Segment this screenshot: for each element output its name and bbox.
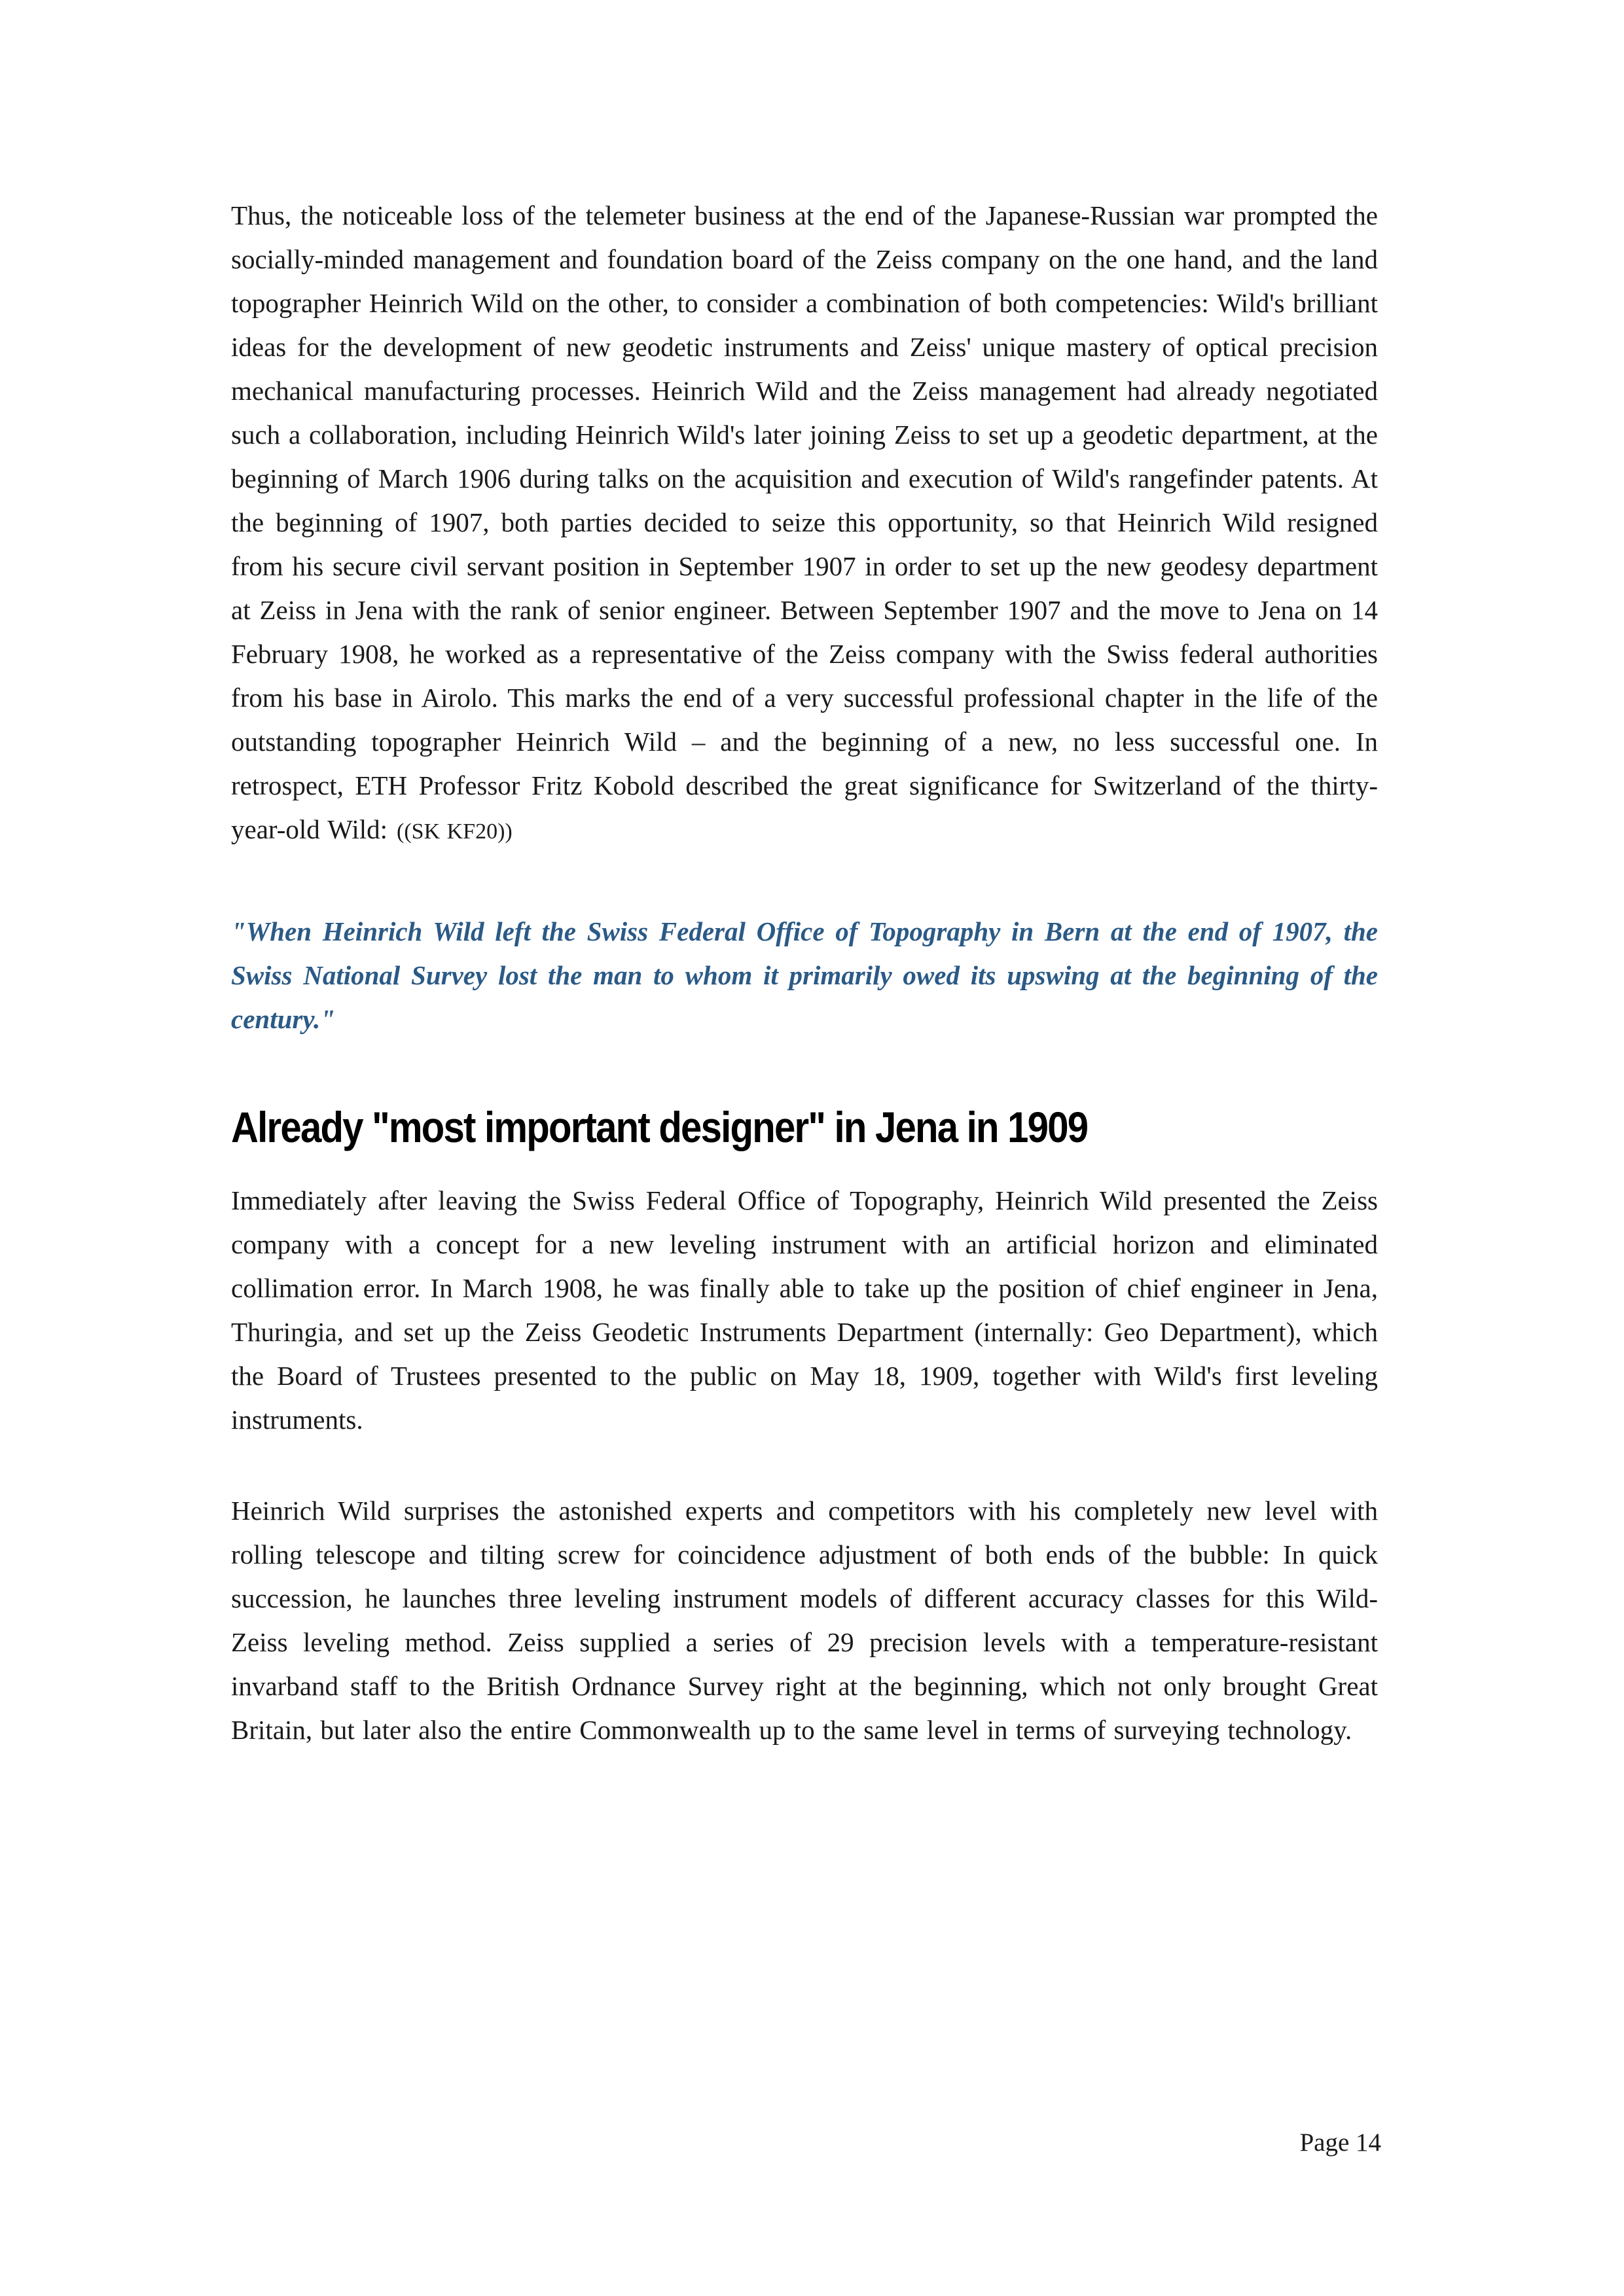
- paragraph-intro-text: Thus, the noticeable loss of the telemeter business at the end of the Japanese-Russian war prompted the socially-minded management and foundation board of the Zeiss company on the one hand, and the land topographer Heinrich Wild on the other, to consider a combination of both competencies: Wild's brilliant ideas for the development of new geodetic instruments and Zeiss' unique mastery of optical precision mechanical manufacturing processes. Heinrich Wild and the Zeiss management had already negotiated such a collaboration, including Heinrich Wild's later joining Zeiss to set up a geodetic department, at the beginning of March 1906 during talks on the acquisition and execution of Wild's rangefinder patents. At the beginning of 1907, both parties decided to seize this opportunity, so that Heinrich Wild resigned from his secure civil servant position in September 1907 in order to set up the new geodesy department at Zeiss in Jena with the rank of senior engineer. Between September 1907 and the move to Jena on 14 February 1908, he worked as a representative of the Zeiss company with the Swiss federal authorities from his base in Airolo. This marks the end of a very successful professional chapter in the life of the outstanding topographer Heinrich Wild – and the beginning of a new, no less successful one. In retrospect, ETH Professor Fritz Kobold described the great significance for Switzerland of the thirty-year-old Wild:: [231, 200, 1378, 844]
- paragraph-intro: [231, 194, 1378, 853]
- page-number: Page 14: [1299, 2128, 1381, 2157]
- paragraph-jena: Immediately after leaving the Swiss Federal Office of Topography, Heinrich Wild presented the Zeiss company with a concept for a new leveling instrument with an artificial horizon and eliminated collimation error. In March 1908, he was finally able to take up the position of chief engineer in Jena, Thuringia, and set up the Zeiss Geodetic Instruments Department (internally: Geo Department), which the Board of Trustees presented to the public on May 18, 1909, together with Wild's first leveling instruments.: [231, 1185, 1378, 1435]
- pull-quote: "When Heinrich Wild left the Swiss Federal Office of Topography in Bern at the end of 1907, the Swiss National Survey lost the man to whom it primarily owed its upswing at the beginning of the century.": [231, 916, 1378, 1034]
- page-content: [231, 194, 1378, 1752]
- section-heading: Already "most important designer" in Jena in 1909: [231, 1103, 1088, 1151]
- source-annotation: ((SK KF20)): [397, 819, 513, 844]
- paragraph-instruments: Heinrich Wild surprises the astonished experts and competitors with his completely new level with rolling telescope and tilting screw for coincidence adjustment of both ends of the bubble: In quick succession, he launches three leveling instrument models of different accuracy classes for this Wild-Zeiss leveling method. Zeiss supplied a series of 29 precision levels with a temperature-resistant invarband staff to the British Ordnance Survey right at the beginning, which not only brought Great Britain, but later also the entire Commonwealth up to the same level in terms of surveying technology.: [231, 1496, 1378, 1745]
